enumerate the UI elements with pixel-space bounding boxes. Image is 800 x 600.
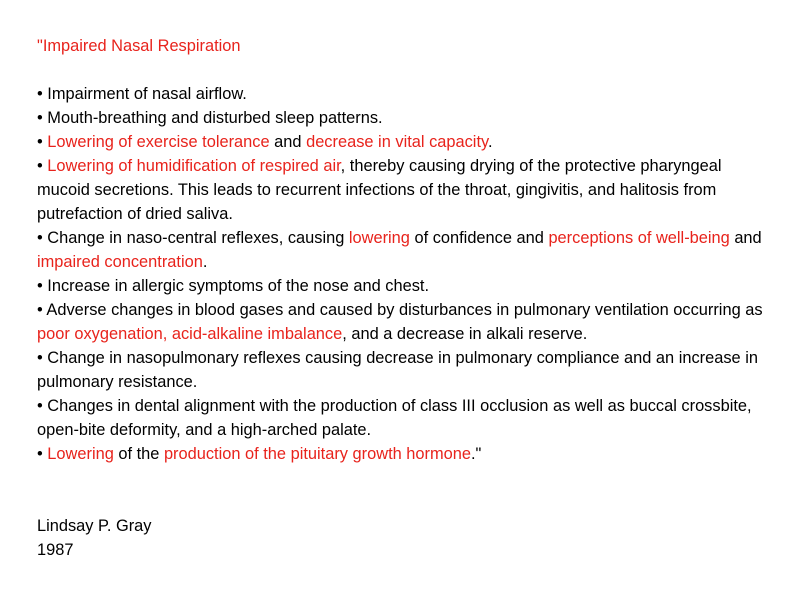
highlighted-text: Lowering (47, 445, 114, 463)
bullet-marker: • (37, 157, 48, 175)
bullet-marker: • (37, 445, 48, 463)
signature-block (37, 514, 152, 562)
bullet-list (37, 82, 777, 466)
body-text: and (269, 133, 307, 151)
bullet-marker: • (37, 349, 48, 367)
list-item (37, 82, 777, 106)
bullet-marker: • (37, 277, 48, 295)
body-text: Mouth-breathing and disturbed sleep patterns. (47, 109, 383, 127)
bullet-marker: • (37, 397, 48, 415)
highlighted-text: poor oxygenation, acid-alkaline imbalance (37, 325, 343, 343)
list-item (37, 130, 777, 154)
bullet-marker: • (37, 229, 48, 247)
body-text: , thereby causing drying of the protective pharyngeal mucoid secretions. This leads to recurrent infections of the throat, gingivitis, and halitosis from putrefaction of dried saliva. (37, 157, 722, 223)
list-item (37, 346, 777, 394)
highlighted-text: Lowering of exercise tolerance (47, 133, 270, 151)
list-item (37, 226, 777, 274)
publication-year: 1987 (37, 541, 74, 559)
body-text: , and a decrease in alkali reserve. (342, 325, 588, 343)
body-text: and (729, 229, 762, 247)
list-item (37, 442, 777, 466)
bullet-marker: • (37, 301, 47, 319)
list-item (37, 106, 777, 130)
list-item (37, 298, 777, 346)
body-text: Change in nasopulmonary reflexes causing decrease in pulmonary compliance and an increase in pulmonary resistance. (37, 349, 758, 391)
bullet-marker: • (37, 109, 48, 127)
list-item (37, 394, 777, 442)
list-item (37, 274, 777, 298)
body-text: Change in naso-central reflexes, causing (47, 229, 349, 247)
highlighted-text: decrease in vital capacity (306, 133, 488, 151)
list-item (37, 154, 777, 226)
body-text: . (487, 133, 493, 151)
author-name: Lindsay P. Gray (37, 517, 152, 535)
body-text: . (202, 253, 208, 271)
body-text: Changes in dental alignment with the production of class III occlusion as well as buccal crossbite, open-bite deformity, and a high-arched palate. (37, 397, 752, 439)
highlighted-text: Lowering of humidification of respired air (47, 157, 341, 175)
highlighted-text: perceptions of well-being (548, 229, 730, 247)
highlighted-text: production of the pituitary growth hormone (163, 445, 471, 463)
body-text: ." (470, 445, 482, 463)
bullet-marker: • (37, 85, 48, 103)
bullet-marker: • (37, 133, 48, 151)
body-text: of confidence and (409, 229, 549, 247)
document-title: "Impaired Nasal Respiration (37, 37, 241, 55)
body-text: Impairment of nasal airflow. (47, 85, 247, 103)
body-text: Adverse changes in blood gases and caused by disturbances in pulmonary ventilation occurring as (46, 301, 763, 319)
highlighted-text: impaired concentration (37, 253, 203, 271)
document-body (37, 34, 777, 466)
body-text: of the (113, 445, 164, 463)
highlighted-text: lowering (348, 229, 410, 247)
body-text: Increase in allergic symptoms of the nose and chest. (47, 277, 430, 295)
